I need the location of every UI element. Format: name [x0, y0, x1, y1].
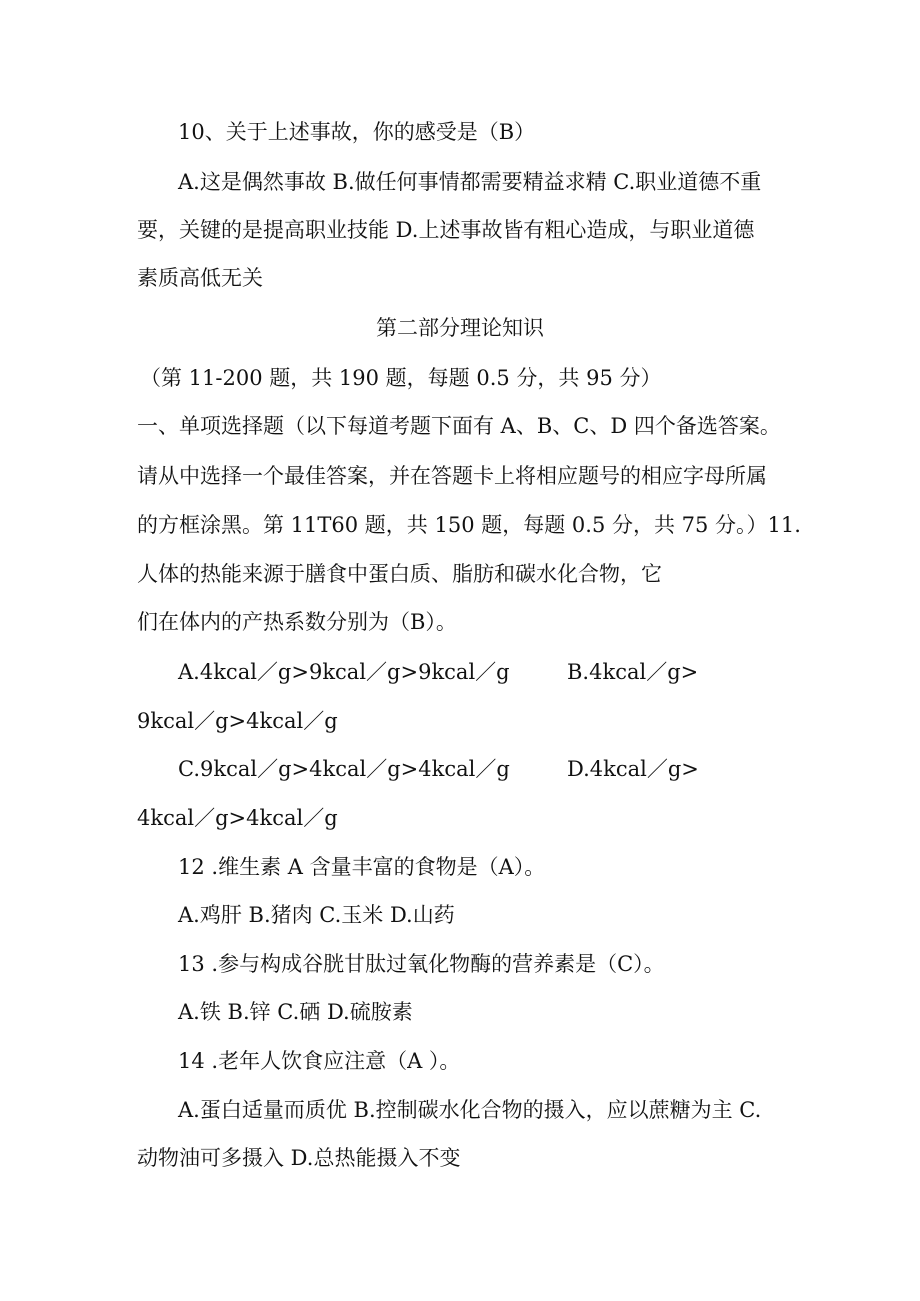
- q11-option-b-cont: 9kcal／g>4kcal／g: [137, 709, 338, 733]
- section1-line4: 人体的热能来源于膳食中蛋白质、脂肪和碳水化合物，它: [137, 562, 662, 586]
- q11-option-d: D.4kcal／g>: [567, 757, 699, 781]
- q14-stem: 14 .老年人饮食应注意（A ）。: [178, 1049, 461, 1073]
- q13-stem: 13 .参与构成谷胱甘肽过氧化物酶的营养素是（C）。: [178, 952, 665, 976]
- q12-options: A.鸡肝 B.猪肉 C.玉米 D.山药: [178, 903, 455, 927]
- section1-line5: 们在体内的产热系数分别为（B）。: [137, 610, 457, 634]
- part2-title: 第二部分理论知识: [376, 316, 544, 340]
- section1-line3: 的方框涂黑。第 11T60 题，共 150 题，每题 0.5 分，共 75 分。）11.: [137, 513, 801, 537]
- q11-option-a: A.4kcal／g>9kcal／g>9kcal／g: [178, 660, 510, 684]
- q11-option-c: C.9kcal／g>4kcal／g>4kcal／g: [178, 757, 510, 781]
- q10-stem: 10、关于上述事故，你的感受是（B）: [178, 120, 536, 144]
- q13-options: A.铁 B.锌 C.硒 D.硫胺素: [178, 1000, 413, 1024]
- q14-options-line2: 动物油可多摄入 D.总热能摄入不变: [137, 1146, 461, 1170]
- part2-subtitle: （第 11-200 题，共 190 题，每题 0.5 分，共 95 分）: [140, 366, 662, 390]
- section1-line1: 一、单项选择题（以下每道考题下面有 A、B、C、D 四个备选答案。: [137, 414, 781, 438]
- q10-options-line2: 要，关键的是提高职业技能 D.上述事故皆有粗心造成，与职业道德: [137, 218, 755, 242]
- q14-options-line1: A.蛋白适量而质优 B.控制碳水化合物的摄入，应以蔗糖为主 C.: [178, 1098, 762, 1122]
- section1-line2: 请从中选择一个最佳答案，并在答题卡上将相应题号的相应字母所属: [137, 464, 767, 488]
- q11-option-d-cont: 4kcal／g>4kcal／g: [137, 806, 338, 830]
- q10-options-line1: A.这是偶然事故 B.做任何事情都需要精益求精 C.职业道德不重: [178, 170, 762, 194]
- q10-options-line3: 素质高低无关: [137, 266, 263, 290]
- q11-option-b: B.4kcal／g>: [567, 660, 699, 684]
- q12-stem: 12 .维生素 A 含量丰富的食物是（A）。: [178, 855, 546, 879]
